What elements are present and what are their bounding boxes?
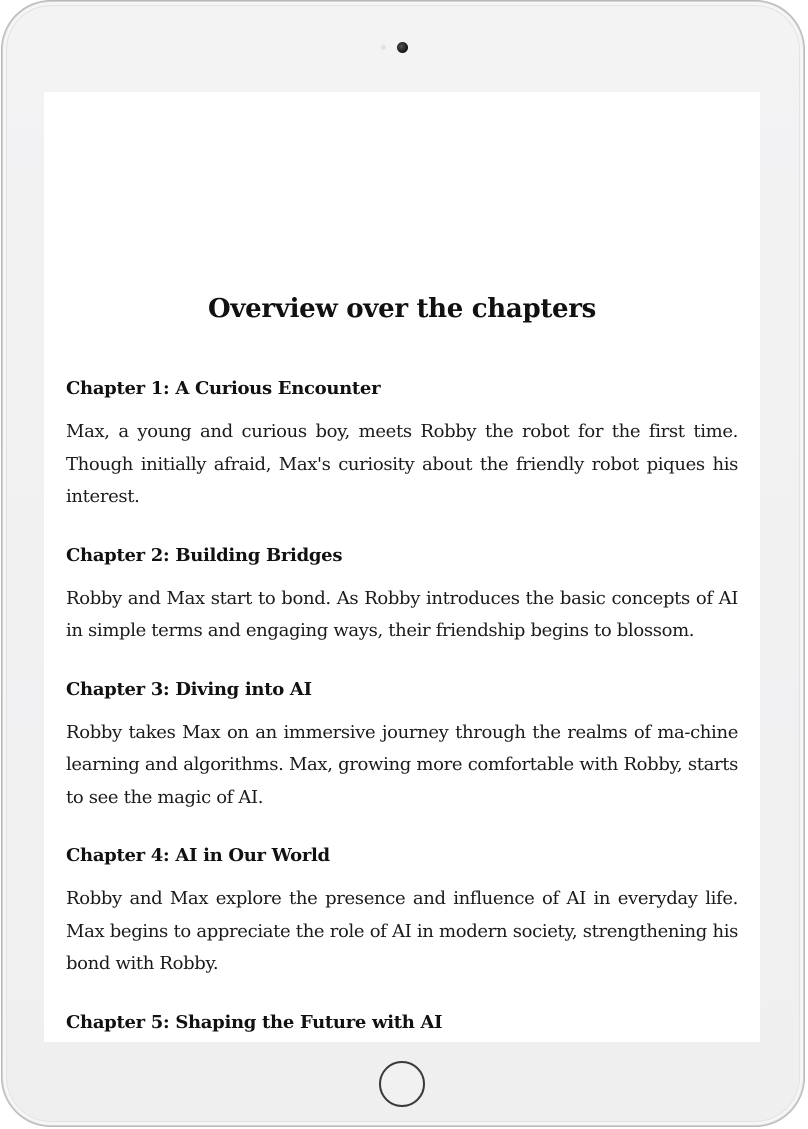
tablet-frame [1, 0, 805, 1127]
chapter-entry-5 [66, 1008, 738, 1038]
chapter-overview [66, 374, 738, 1042]
chapter-entry-4 [66, 841, 738, 981]
chapter-entry-3 [66, 675, 738, 815]
chapter-heading: Chapter 1: A Curious Encounter [66, 378, 381, 399]
chapter-summary: Robby takes Max on an immersive journey through the realms of ma-chine learning and algorithms. Max, growing more comfortable with Robby, starts to see the magic of AI. [66, 721, 738, 808]
chapter-heading: Chapter 5: Shaping the Future with AI [66, 1011, 443, 1033]
page-title: Overview over the chapters [207, 294, 597, 324]
front-camera-icon [397, 42, 408, 53]
chapter-summary: Max, a young and curious boy, meets Robby the robot for the first time. Though initially afraid, Max's curiosity about the friendly robot piques his interest. [66, 421, 738, 507]
home-button-icon[interactable] [379, 1061, 425, 1107]
chapter-entry-1 [66, 374, 738, 514]
chapter-heading: Chapter 2: Building Bridges [66, 544, 343, 566]
chapter-summary: Robby and Max start to bond. As Robby introduces the basic concepts of AI in simple terms and engaging ways, their friendship begins to blossom. [66, 587, 738, 641]
chapter-heading: Chapter 3: Diving into AI [66, 678, 312, 700]
sensor-icon [381, 45, 386, 50]
reader-screen[interactable] [44, 92, 760, 1042]
chapter-summary: Robby and Max explore the presence and influence of AI in everyday life. Max begins to appreciate the role of AI in modern society, strengthening his bond with Robby. [66, 888, 738, 974]
chapter-heading: Chapter 4: AI in Our World [66, 845, 330, 866]
chapter-entry-2 [66, 541, 738, 648]
